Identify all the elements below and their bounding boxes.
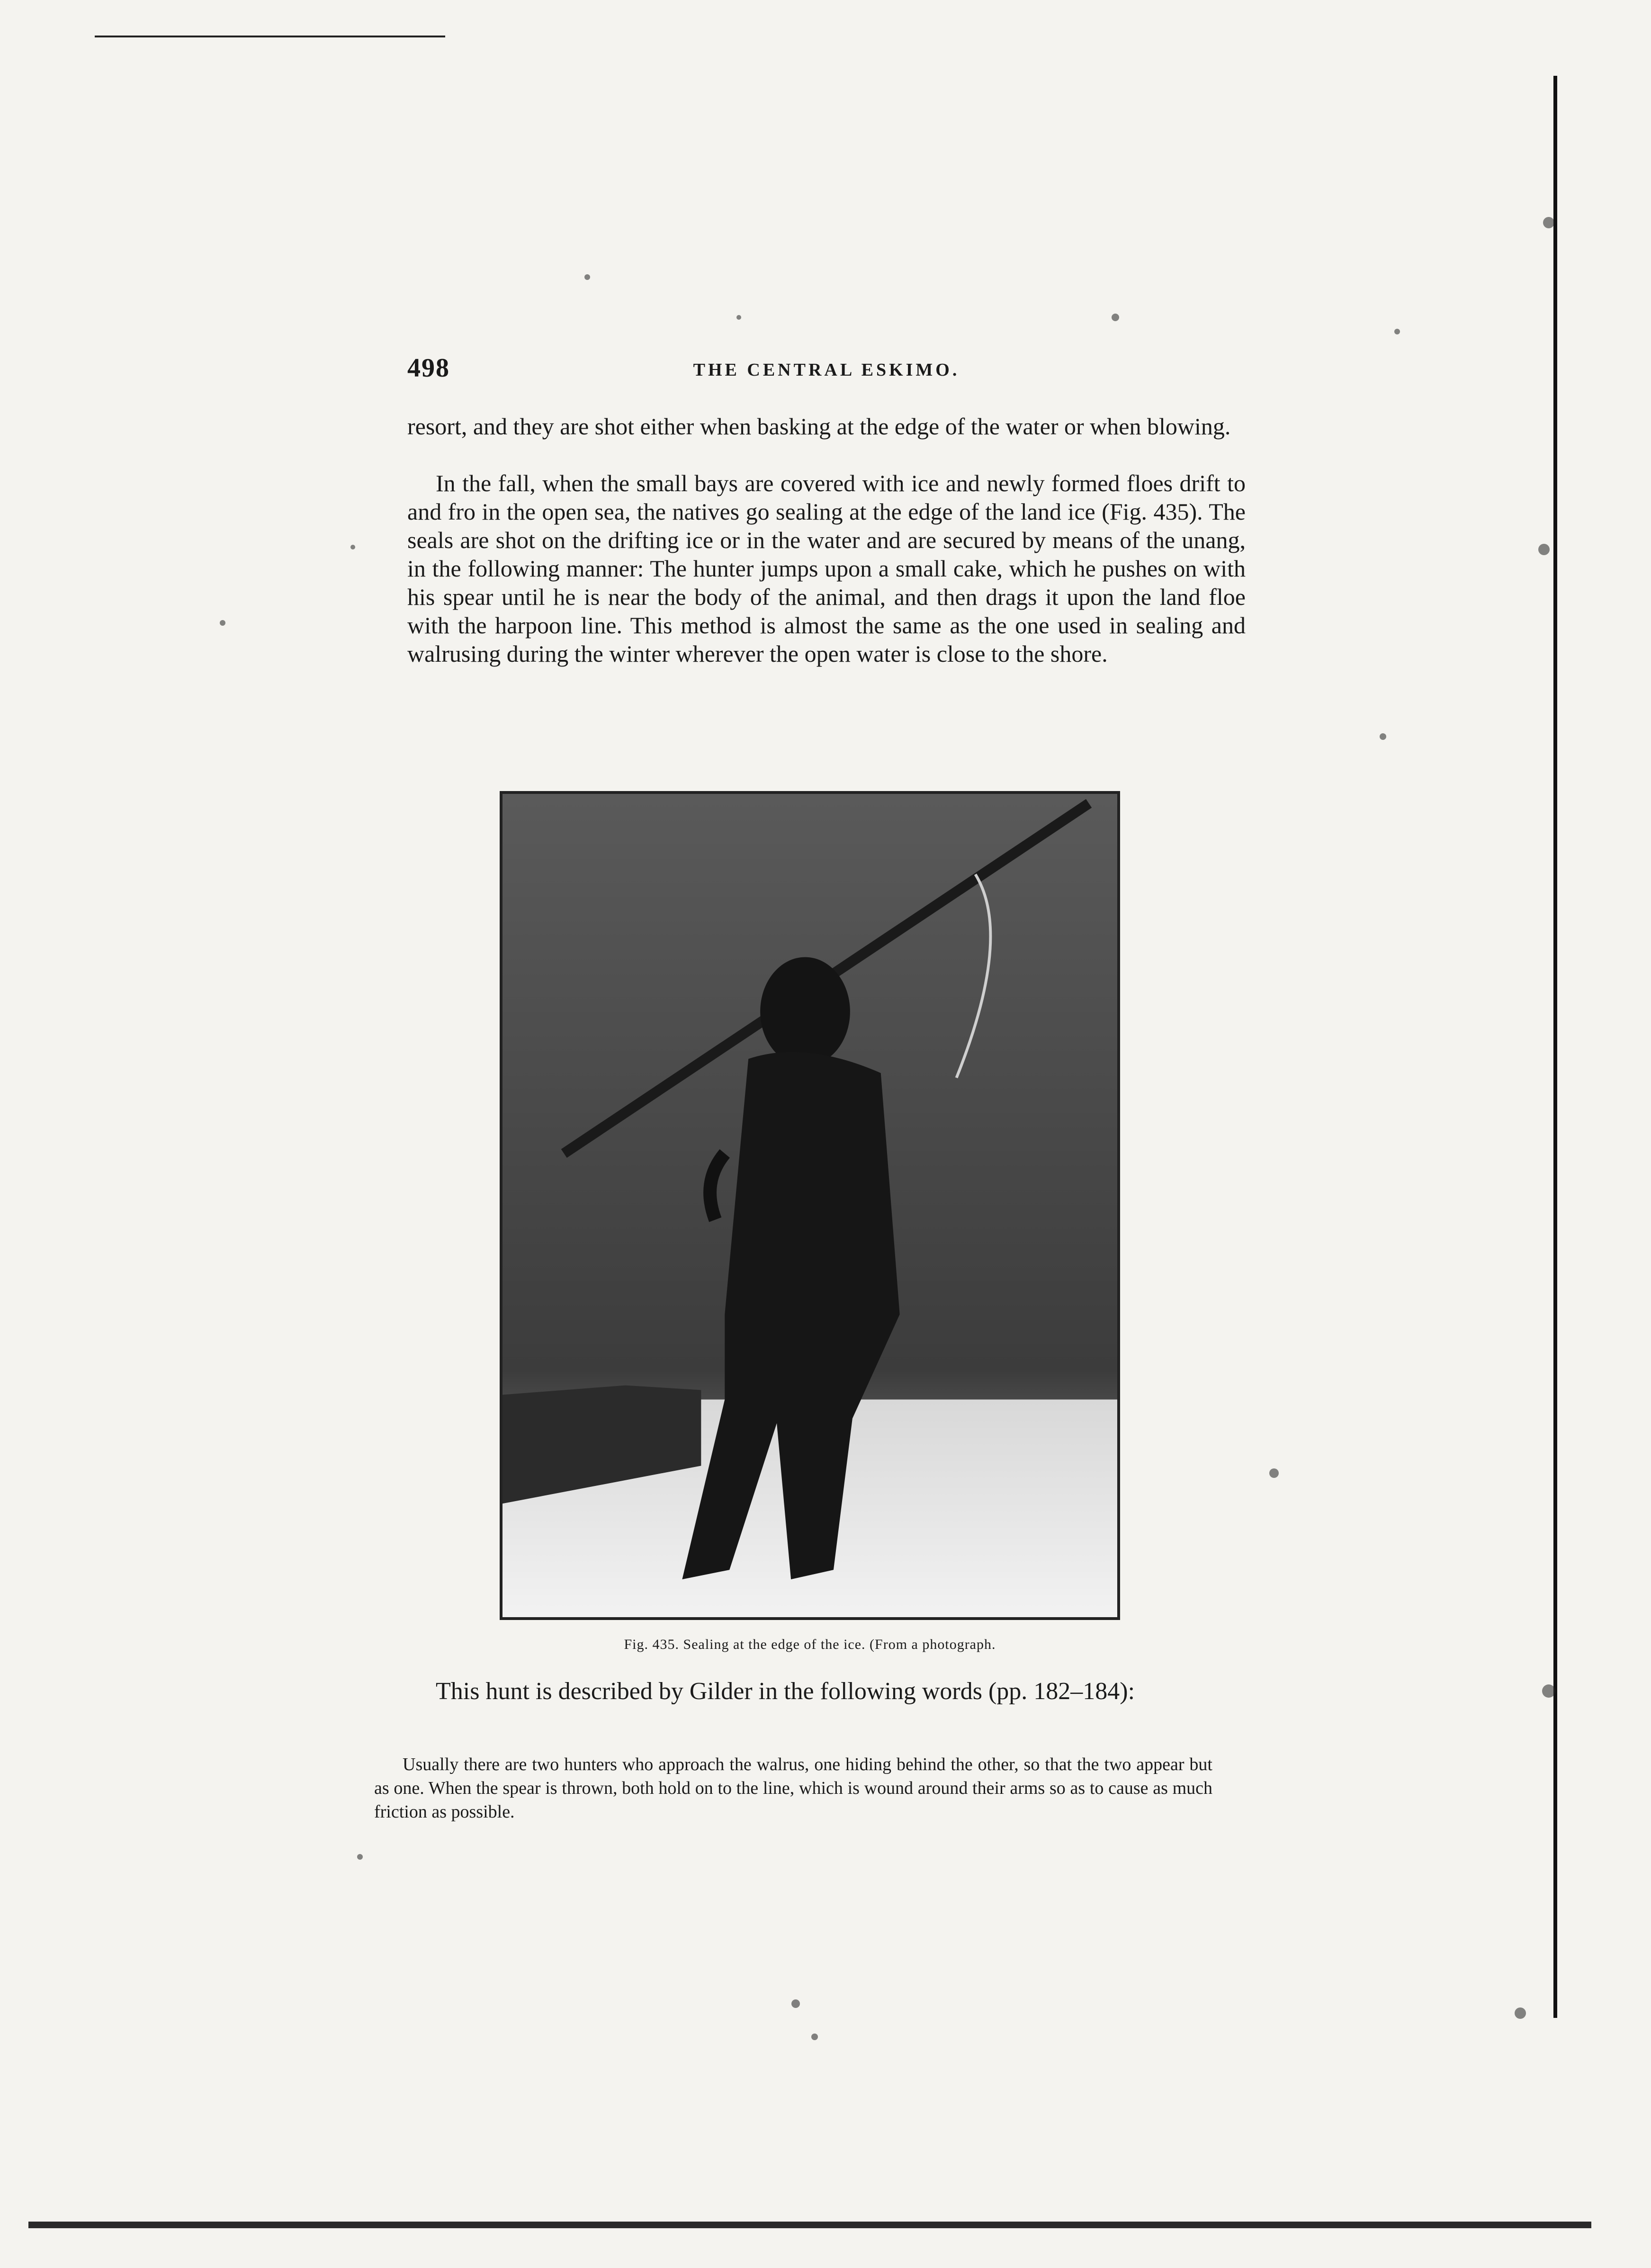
bottom-edge-rule <box>28 2222 1591 2228</box>
paragraph-1: resort, and they are shot either when basking at the edge of the water or when blowing. <box>407 413 1231 440</box>
paragraph-3: This hunt is described by Gilder in the following words (pp. 182–184): <box>436 1678 1135 1705</box>
block-quote: Usually there are two hunters who approach the walrus, one hiding behind the other, so that the two appear but as one. When the spear is thrown, both hold on to the line, which is wound around their arms so as to cause as much friction as possible. <box>374 1755 1212 1822</box>
running-head: THE CENTRAL ESKIMO. <box>693 360 960 380</box>
top-edge-rule <box>95 36 445 37</box>
figure-caption: Fig. 435. Sealing at the edge of the ice. (From a photograph. <box>624 1637 996 1652</box>
page-header <box>407 353 1246 386</box>
photograph-image <box>502 794 1117 1617</box>
page-number: 498 <box>407 353 450 383</box>
binding-edge-rule <box>1553 76 1557 2018</box>
paragraph-2: In the fall, when the small bays are covered with ice and newly formed floes drift to and fro in the open sea, the natives go sealing at the edge of the land ice (Fig. 435). The seals are shot on the drifting ice or in the water and are secured by means of the unang, in the following manner: The hunter jumps upon a small cake, which he pushes on with his spear until he is near the body of the animal, and then drags it upon the land floe with the harpoon line. This method is almost the same as the one used in sealing and walrusing during the winter wherever the open water is close to the shore. <box>407 470 1246 667</box>
figure-photograph <box>500 791 1120 1620</box>
